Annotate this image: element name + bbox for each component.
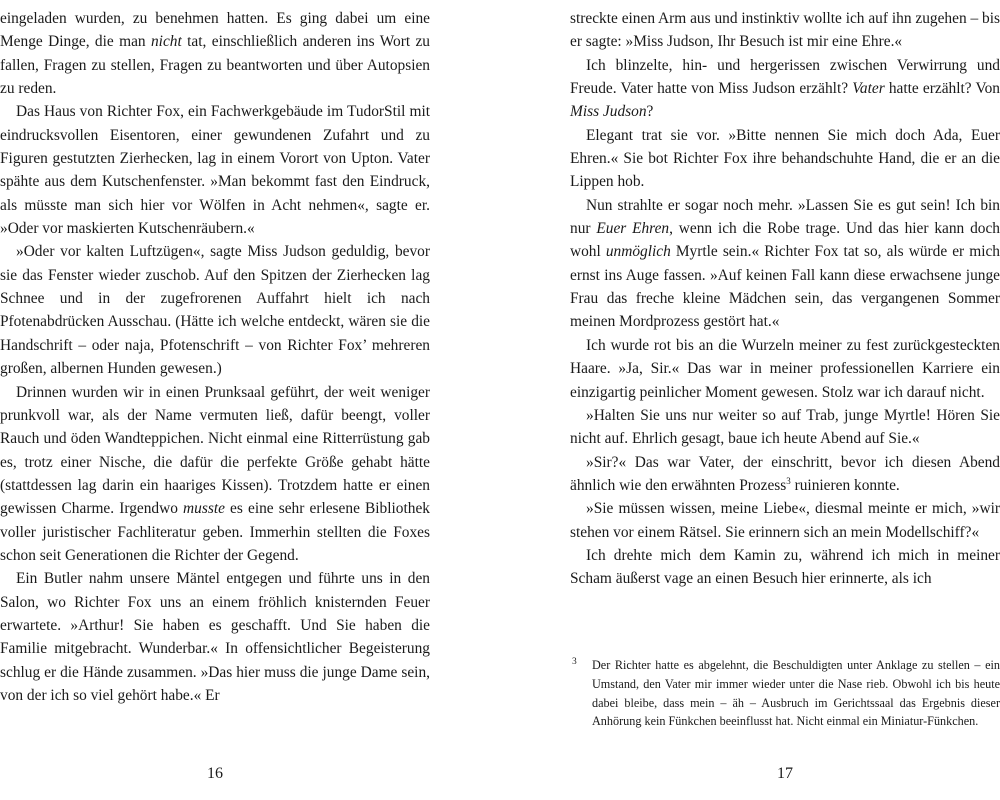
- text-run: Ein Butler nahm unsere Mäntel entgegen und führte uns in den Salon, wo Richter Fox uns an einem fröhlich knisternden Feuer erwartete. »Arthur! Sie haben es geschafft. Und Sie haben die Familie mitgebracht. Wunderbar.« In offensichtlicher Begeisterung schlug er die Hände zusammen. »Das hier muss die junge Dame sein, von der ich so viel gehört habe.« Er: [0, 570, 430, 704]
- paragraph: [570, 124, 1000, 194]
- text-run: »Halten Sie uns nur weiter so auf Trab, junge Myrtle! Hören Sie nicht auf. Ehrlich gesagt, baue ich heute Abend auf Sie.«: [570, 406, 1000, 448]
- text-run: Ich wurde rot bis an die Wurzeln meiner zu fest zurückgesteckten Haare. »Ja, Sir.« Das war in meiner professionellen Karriere ein einzigartig peinlicher Moment gewesen. Stolz war ich darauf nicht.: [570, 336, 1000, 401]
- text-run: es eine sehr erlesene Bibliothek voller juristischer Fachliteratur geben. Immerhin stellten die Foxes schon seit Generationen die Richter der Gegend.: [0, 500, 430, 564]
- right-page: [570, 0, 1000, 800]
- left-page-number: 16: [207, 765, 223, 782]
- text-run: »Sie müssen wissen, meine Liebe«, diesmal meinte er mich, »wir stehen vor einem Rätsel. Sie erinnern sich an mein Modellschiff?«: [570, 500, 1000, 541]
- footnote-reference: 3: [786, 475, 791, 486]
- left-page: [0, 0, 430, 800]
- paragraph: [570, 7, 1000, 54]
- text-run: Ich blinzelte, hin- und hergerissen zwischen Verwirrung und Freude. Vater hatte von Miss Judson erzählt?: [570, 56, 1000, 98]
- paragraph: [0, 567, 430, 707]
- paragraph: [570, 404, 1000, 451]
- text-run: tat, einschließlich anderen ins Wort zu fallen, Fragen zu stellen, Fragen zu beantworten und über Autopsien zu reden.: [0, 33, 430, 98]
- text-run: »Sir?« Das war Vater, der einschritt, bevor ich diesen Abend ähnlich wie den erwähnten Prozess: [570, 453, 1000, 494]
- text-run: »Oder vor kalten Luftzügen«, sagte Miss Judson geduldig, bevor sie das Fenster wieder zuschob. Auf den Spitzen der Zierhecken lag Schnee und in der zugefrorenen Auffahrt hielt ich nach Pfotenabdrücken Ausschau. (Hätte ich welche entdeckt, wären sie die Handschrift – oder naja, Pfotenschrift – von Richter Fox’ mehreren großen, albernen Hunden gewesen.): [0, 243, 430, 378]
- left-page-text: [0, 7, 430, 707]
- paragraph: [570, 497, 1000, 544]
- paragraph: [0, 7, 430, 100]
- paragraph: [0, 381, 430, 568]
- text-run: Elegant trat sie vor. »Bitte nennen Sie mich doch Ada, Euer Ehren.« Sie bot Richter Fox ihre behandschuhte Hand, die er an die Lippen hob.: [570, 126, 1000, 191]
- text-run: Ich drehte mich dem Kamin zu, während ich mich in meiner Scham äußerst vage an einen Besuch hier erinnerte, als ich: [570, 546, 1000, 588]
- paragraph: [0, 100, 430, 240]
- text-run: streckte einen Arm aus und instinktiv wollte ich auf ihn zugehen – bis er sagte: »Miss Judson, Ihr Besuch ist mir eine Ehre.«: [570, 10, 1000, 51]
- paragraph: [570, 194, 1000, 334]
- italic-text: Miss Judson: [570, 103, 647, 121]
- italic-text: musste: [183, 500, 225, 518]
- text-run: , wenn ich die Robe trage. Und das hier kann doch wohl: [570, 220, 1000, 261]
- text-run: ?: [646, 103, 654, 121]
- paragraph: [0, 240, 430, 380]
- text-run: hatte erzählt? Von: [884, 80, 1000, 98]
- paragraph: [570, 54, 1000, 124]
- italic-text: Vater: [852, 80, 885, 98]
- text-run: Nun strahlte er sogar noch mehr. »Lassen Sie es gut sein! Ich bin nur: [570, 196, 1000, 238]
- text-run: eingeladen wurden, zu benehmen hatten. Es ging dabei um eine Menge Dinge, die man: [0, 10, 430, 51]
- paragraph: [570, 451, 1000, 498]
- text-run: Myrtle sein.« Richter Fox tat so, als würde er mich ernst ins Auge fassen. »Auf keinen Fall kann diese erwachsene junge Frau das freche kleine Mädchen sein, das vergangenen Sommer meinen Mordprozess gestört hat.«: [570, 243, 1000, 331]
- text-run: Das Haus von Richter Fox, ein Fachwerkgebäude im TudorStil mit eindrucksvollen Eisentoren, einer gewundenen Zufahrt und zu Figuren gestutzten Zierhecken, lag in einem Vorort von Upton. Vater spähte aus dem Kutschenfenster. »Man bekommt fast den Eindruck, als müsste man sich hier vor Wölfen in Acht nehmen«, sagte er. »Oder vor maskierten Kutschenräubern.«: [0, 103, 430, 238]
- paragraph: [570, 334, 1000, 404]
- right-page-number: 17: [777, 765, 793, 782]
- footnote: [570, 656, 1000, 731]
- text-run: ruinieren konnte.: [790, 476, 900, 494]
- text-run: Drinnen wurden wir in einen Prunksaal geführt, der weit weniger prunkvoll war, als der Name vermuten ließ, dafür beengt, voller Rauch und öden Wandteppichen. Nicht einmal eine Ritterrüstung gab es, trotz einer Nische, die dafür die perfekte Größe gehabt hätte (stattdessen lag darin ein haariges Kissen). Trotzdem hatte er einen gewissen Charme. Irgendwo: [0, 383, 430, 518]
- right-page-text: [570, 7, 1000, 591]
- italic-text: nicht: [150, 33, 182, 51]
- footnote-text: Der Richter hatte es abgelehnt, die Beschuldigten unter Anklage zu stellen – ein Umstand, den Vater mir immer wieder unter die Nase rieb. Obwohl ich bis heute dabei bleibe, dass mein – äh – Ausbruch im Gerichtssaal das Ergebnis dieser Anhörung kein Fünkchen beeinflusst hat. Nicht einmal ein Miniatur-Fünkchen.: [592, 658, 1000, 729]
- italic-text: unmöglich: [605, 243, 671, 261]
- italic-text: Euer Ehren: [596, 220, 670, 238]
- paragraph: [570, 544, 1000, 591]
- footnote-number: 3: [572, 657, 577, 667]
